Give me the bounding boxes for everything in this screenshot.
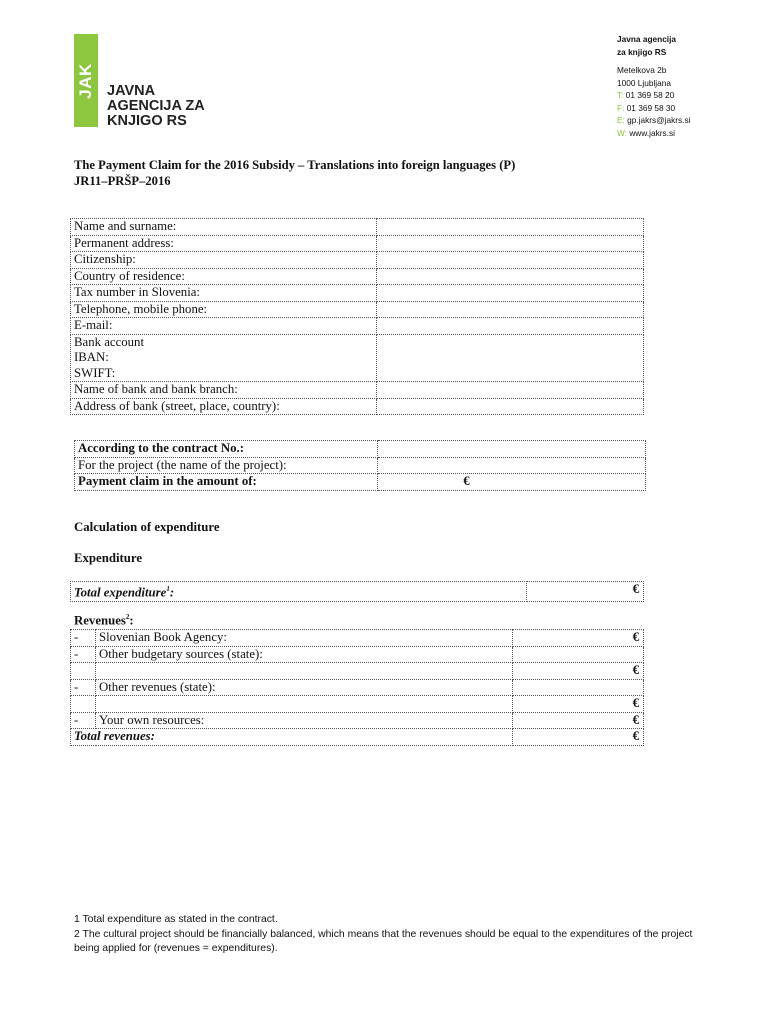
footnotes <box>74 913 694 957</box>
field-label: Name of bank and bank branch: <box>71 382 377 399</box>
other-budgetary-label: Other budgetary sources (state): <box>96 646 513 663</box>
expenditure-heading: Expenditure <box>74 551 143 565</box>
logo-line-1: JAVNA <box>107 83 156 99</box>
field-label: E-mail: <box>71 318 377 335</box>
revenues-table <box>70 629 644 746</box>
agency-email <box>617 114 690 127</box>
field-label: Telephone, mobile phone: <box>71 301 377 318</box>
own-resources-label: Your own resources: <box>96 712 513 729</box>
table-row <box>71 285 644 302</box>
footnote-1: 1 Total expenditure as stated in the contract. <box>74 914 278 925</box>
field-input[interactable] <box>377 398 644 415</box>
euro-sign: € <box>463 474 470 488</box>
agency-street: Metelkova 2b <box>617 65 667 75</box>
other-revenues-amount[interactable]: € <box>513 696 644 713</box>
table-row <box>71 301 644 318</box>
applicant-table <box>70 218 644 415</box>
other-budgetary-amount[interactable]: € <box>513 663 644 680</box>
field-input[interactable] <box>377 252 644 269</box>
logo-wordmark <box>107 84 205 129</box>
fax-value: 01 369 58 30 <box>626 102 676 113</box>
document-title <box>74 157 515 189</box>
iban-line: IBAN: <box>74 350 109 364</box>
agency-city: 1000 Ljubljana <box>617 77 671 88</box>
agency-contact-block <box>617 33 690 139</box>
bank-account-label <box>71 334 377 382</box>
contract-table <box>74 440 646 491</box>
table-row <box>71 219 644 236</box>
other-revenues-label: Other revenues (state): <box>96 679 513 696</box>
other-budgetary-input[interactable] <box>96 663 513 680</box>
calculation-heading: Calculation of expenditure <box>74 520 220 534</box>
field-input[interactable] <box>377 235 644 252</box>
row-dash: - <box>71 630 96 647</box>
table-row <box>71 663 644 680</box>
field-input[interactable] <box>377 219 644 236</box>
table-row <box>75 457 646 474</box>
tel-value: 01 369 58 20 <box>625 90 675 100</box>
contract-no-label: According to the contract No.: <box>75 441 378 458</box>
logo-line-2: AGENCIJA ZA <box>107 98 205 114</box>
sba-amount[interactable]: € <box>513 630 644 647</box>
row-dash: - <box>71 679 96 696</box>
table-row <box>75 474 646 491</box>
row-blank <box>71 663 96 680</box>
field-input[interactable] <box>377 382 644 399</box>
row-dash: - <box>71 646 96 663</box>
table-row <box>75 441 646 458</box>
table-row <box>71 382 644 399</box>
fax-label: F: <box>617 102 625 113</box>
row-dash: - <box>71 712 96 729</box>
agency-name-1: Javna agencija <box>617 34 677 44</box>
tel-label: T: <box>617 90 624 100</box>
other-revenues-input[interactable] <box>96 696 513 713</box>
table-row <box>71 646 644 663</box>
row-blank <box>71 696 96 713</box>
field-label: Tax number in Slovenia: <box>71 285 377 302</box>
table-row <box>71 318 644 335</box>
field-input[interactable] <box>377 334 644 382</box>
field-input[interactable] <box>377 285 644 302</box>
table-row <box>71 582 644 602</box>
title-line-1: The Payment Claim for the 2016 Subsidy – Translations into foreign languages (P) <box>74 158 516 172</box>
swift-line: SWIFT: <box>74 365 116 380</box>
email-label: E: <box>617 115 625 125</box>
sba-label: Slovenian Book Agency: <box>96 630 513 647</box>
web-label: W: <box>617 127 627 138</box>
total-expenditure-amount[interactable]: € <box>527 582 644 602</box>
revenues-heading: Revenues$^2$: <box>74 613 134 628</box>
project-name-label: For the project (the name of the project): <box>75 457 378 474</box>
field-label: Citizenship: <box>71 252 377 269</box>
logo-line-3: KNJIGO RS <box>107 113 187 129</box>
field-input[interactable] <box>377 301 644 318</box>
table-row <box>71 235 644 252</box>
agency-web <box>617 127 690 140</box>
table-row <box>71 268 644 285</box>
other-revenues-blank <box>513 679 644 696</box>
email-value[interactable]: gp.jakrs@jakrs.si <box>627 115 691 125</box>
field-input[interactable] <box>377 318 644 335</box>
table-row <box>71 398 644 415</box>
table-row <box>71 252 644 269</box>
total-revenues-amount[interactable]: € <box>513 729 644 746</box>
field-label: Country of residence: <box>71 268 377 285</box>
table-row <box>71 729 644 746</box>
payment-claim-label: Payment claim in the amount of: <box>75 474 378 491</box>
other-budgetary-blank <box>513 646 644 663</box>
logo-mark-text: JAK <box>76 62 95 99</box>
field-label: Address of bank (street, place, country): <box>71 398 377 415</box>
web-value[interactable]: www.jakrs.si <box>629 127 675 138</box>
bank-account-line: Bank account <box>74 334 145 349</box>
project-name-input[interactable] <box>378 457 646 474</box>
agency-tel <box>617 89 690 102</box>
field-label: Name and surname: <box>71 219 377 236</box>
footnote-2: 2 The cultural project should be financially balanced, which means that the revenues should be equal to the expenditures of the project being applied for (revenues = expenditures). <box>74 928 693 954</box>
table-row <box>71 712 644 729</box>
logo-mark <box>74 34 98 127</box>
footnote-ref-1: 1 <box>166 585 170 593</box>
field-label: Permanent address: <box>71 235 377 252</box>
expenditure-table <box>70 581 644 602</box>
agency-fax <box>617 102 690 115</box>
footnote-ref-2: 2 <box>125 613 130 621</box>
title-line-2: JR11–PRŠP–2016 <box>74 174 171 188</box>
table-row <box>71 630 644 647</box>
table-row <box>71 679 644 696</box>
own-resources-amount[interactable]: € <box>513 712 644 729</box>
table-row <box>71 334 644 382</box>
agency-name-2: za knjigo RS <box>617 46 667 57</box>
total-revenues-label: Total revenues: <box>71 729 513 746</box>
table-row <box>71 696 644 713</box>
field-input[interactable] <box>377 268 644 285</box>
payment-claim-amount[interactable] <box>378 474 646 491</box>
total-expenditure-label: Total expenditure$^1$: <box>71 582 527 602</box>
contract-no-input[interactable] <box>378 441 646 458</box>
